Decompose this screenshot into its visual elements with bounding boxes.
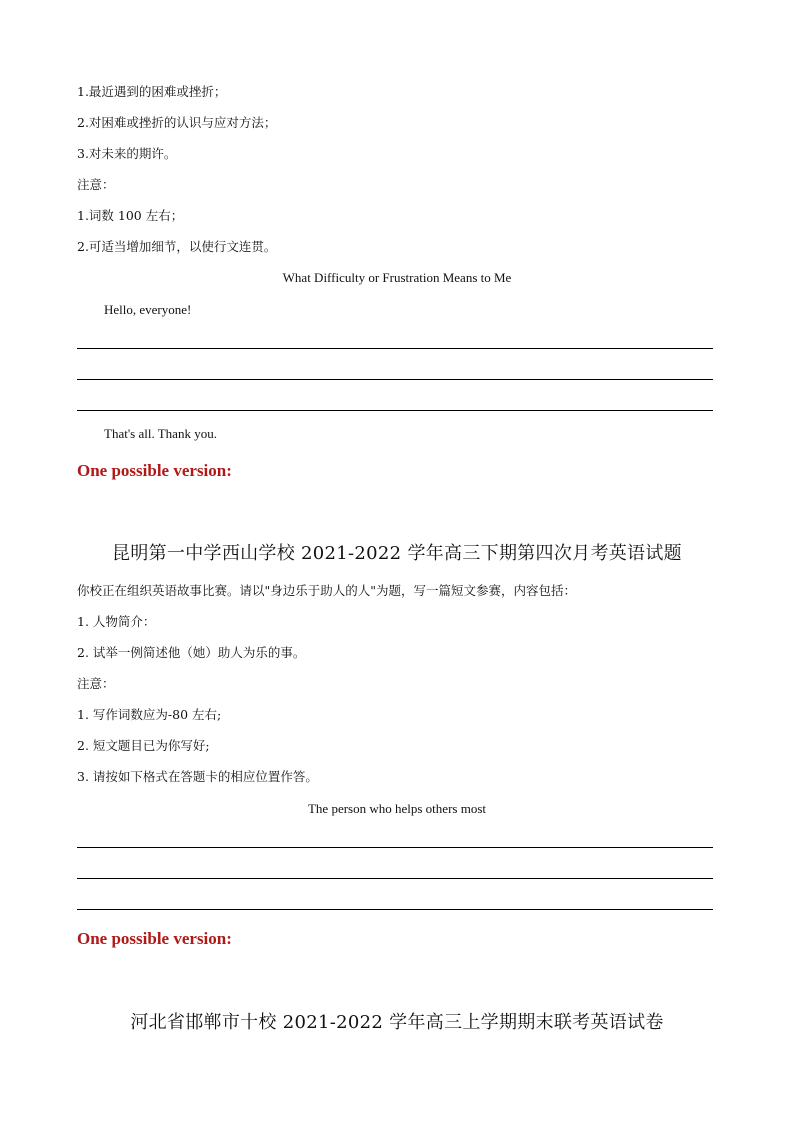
essay-opening: Hello, everyone! — [104, 302, 192, 317]
version-label: One possible version: — [77, 461, 232, 480]
exam-heading: 河北省邯郸市十校 2021-2022 学年高三上学期期末联考英语试卷 — [130, 1012, 664, 1033]
writing-line — [77, 847, 713, 848]
version-label: One possible version: — [77, 929, 232, 948]
requirement-item-1: 1.最近遇到的困难或挫折； — [77, 84, 227, 99]
note-item-2: 2.可适当增加细节，以使行文连贯。 — [77, 239, 277, 254]
requirement-item-1: 1. 人物简介： — [77, 614, 156, 629]
task-prompt: 你校正在组织英语故事比赛。请以"身边乐于助人的人"为题，写一篇短文参赛，内容包括： — [77, 583, 577, 598]
requirement-item-2: 2.对困难或挫折的认识与应对方法； — [77, 115, 277, 130]
note-item-3: 3. 请按如下格式在答题卡的相应位置作答。 — [77, 769, 318, 784]
note-item-1: 1.词数 100 左右； — [77, 208, 184, 223]
writing-line — [77, 878, 713, 879]
note-item-2: 2. 短文题目已为你写好; — [77, 738, 210, 753]
essay-title: What Difficulty or Frustration Means to Me — [282, 270, 512, 285]
note-label: 注意： — [77, 676, 115, 691]
essay-closing: That's all. Thank you. — [104, 426, 217, 441]
essay-title: The person who helps others most — [307, 801, 486, 816]
requirement-item-2: 2. 试举一例简述他（她）助人为乐的事。 — [77, 645, 306, 660]
writing-line — [77, 909, 713, 910]
writing-line — [77, 410, 713, 411]
writing-line — [77, 348, 713, 349]
note-item-1: 1. 写作词数应为-80 左右; — [77, 707, 222, 722]
note-label: 注意： — [77, 177, 115, 192]
requirement-item-3: 3.对未来的期许。 — [77, 146, 177, 161]
writing-line — [77, 379, 713, 380]
exam-heading: 昆明第一中学西山学校 2021-2022 学年高三下期第四次月考英语试题 — [112, 543, 682, 564]
